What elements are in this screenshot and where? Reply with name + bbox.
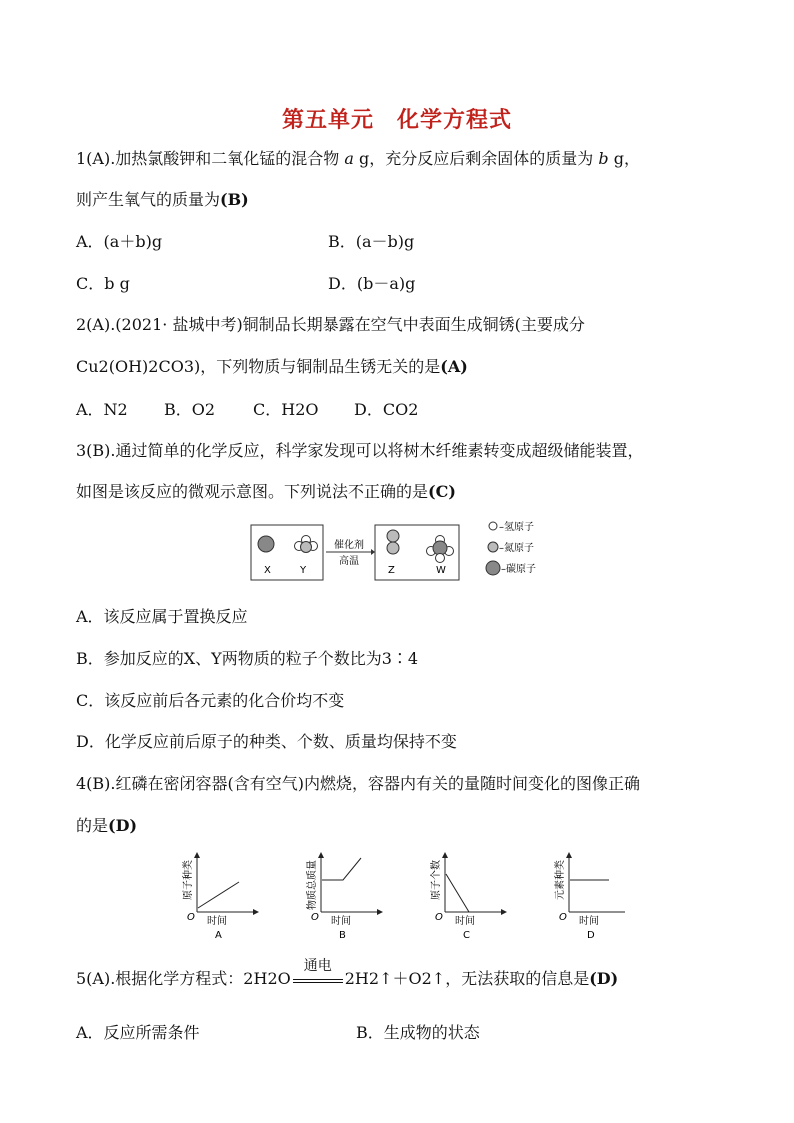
- q5-condition: 通电: [303, 957, 332, 974]
- graph-b-origin: O: [311, 912, 319, 923]
- graph-c-ylabel: 原子个数: [431, 860, 442, 900]
- legend-nitrogen: –氮原子: [499, 543, 534, 554]
- q3-option-d: D．化学反应前后原子的种类、个数、质量均保持不变: [76, 732, 457, 751]
- atom-carbon: [258, 536, 274, 552]
- legend-hydrogen: –氢原子: [499, 522, 534, 533]
- reaction-condition-arrow: [293, 957, 343, 991]
- q2-answer: (A): [440, 357, 468, 376]
- page-title: 第五单元 化学方程式: [281, 108, 512, 133]
- graph-a: [181, 852, 259, 941]
- q5-option-b: B．生成物的状态: [356, 1023, 480, 1042]
- reactant-box: [251, 525, 323, 580]
- q2-text-rest: ，下列物质与铜制品生锈无关的是: [200, 357, 441, 376]
- graphs-figure: [175, 850, 625, 942]
- graph-a-origin: O: [187, 912, 195, 923]
- graph-a-xlabel: 时间: [207, 916, 227, 927]
- graph-b: [305, 852, 383, 941]
- graph-d-letter: D: [587, 930, 595, 941]
- label-catalyst: 催化剂: [334, 540, 364, 551]
- atom-nitrogen: [387, 530, 399, 542]
- q3-option-c: C．该反应前后各元素的化合价均不变: [76, 691, 345, 710]
- q1-text-a: 1(A).加热氯酸钾和二氧化锰的混合物: [76, 149, 340, 168]
- q5-prefix: 5(A).根据化学方程式：2H2O: [76, 969, 291, 988]
- label-y: Y: [300, 565, 307, 576]
- q3-stem-line2: [76, 481, 456, 503]
- q1-text-line2: 则产生氧气的质量为: [76, 190, 221, 209]
- q1-text-b: g，充分反应后剩余固体的质量为: [353, 149, 594, 168]
- q2-option-a: A．N2: [76, 400, 128, 419]
- q1-stem-line2: [76, 189, 249, 211]
- q2-stem-line1: 2(A).(2021· 盐城中考)铜制品长期暴露在空气中表面生成铜锈(主要成分: [76, 315, 585, 334]
- q2-option-d: D．CO2: [354, 400, 419, 419]
- reaction-micro-diagram: [250, 518, 550, 582]
- graph-d: [553, 852, 625, 941]
- q1-option-a: A．(a＋b)g: [76, 232, 163, 251]
- q4-answer: (D): [108, 816, 138, 835]
- q5-option-a: A．反应所需条件: [76, 1023, 200, 1042]
- q1-var-a: a: [344, 149, 354, 168]
- q1-option-b: B．(a－b)g: [328, 232, 415, 251]
- q1-stem-line1: [76, 148, 640, 170]
- q1-var-b: b: [598, 149, 609, 168]
- legend-carbon-icon: [486, 561, 500, 575]
- graph-c-letter: C: [463, 930, 470, 941]
- atom-nitrogen: [387, 542, 399, 554]
- graph-b-letter: B: [339, 930, 346, 941]
- q3-answer: (C): [428, 482, 456, 501]
- q3-option-b: B．参加反应的X、Y两物质的粒子个数比为3∶4: [76, 649, 419, 668]
- graph-c: [429, 852, 507, 941]
- q3-option-a: A．该反应属于置换反应: [76, 607, 248, 626]
- q1-answer: (B): [220, 190, 249, 209]
- atom-hydrogen: [436, 554, 445, 563]
- q5-answer: (D): [589, 969, 619, 988]
- graph-d-xlabel: 时间: [579, 916, 599, 927]
- q1-option-d: D．(b－a)g: [328, 274, 416, 293]
- label-w: W: [436, 565, 446, 576]
- graph-d-ylabel: 元素种类: [555, 860, 566, 900]
- q2-option-c: C．H2O: [253, 400, 319, 419]
- arrow-head: [371, 549, 375, 555]
- graph-d-origin: O: [559, 912, 567, 923]
- q2-formula: Cu2(OH)2CO3): [76, 357, 201, 376]
- graph-b-xlabel: 时间: [331, 916, 351, 927]
- legend-carbon: –碳原子: [501, 564, 536, 575]
- q4-text-line2: 的是: [76, 816, 109, 835]
- q5-products: 2H2↑＋O2↑: [344, 969, 446, 988]
- q1-option-c: C．b g: [76, 274, 130, 293]
- label-condition: 高温: [339, 556, 359, 567]
- legend-nitrogen-icon: [488, 542, 498, 552]
- q4-stem-line1: 4(B).红磷在密闭容器(含有空气)内燃烧，容器内有关的量随时间变化的图像正确: [76, 774, 640, 793]
- graph-b-ylabel: 物质总质量: [307, 860, 318, 910]
- q1-text-c: g，: [608, 149, 640, 168]
- graph-a-ylabel: 原子种类: [183, 860, 194, 900]
- q5-suffix: ，无法获取的信息是: [445, 969, 590, 988]
- graph-c-origin: O: [435, 912, 443, 923]
- q2-option-b: B．O2: [164, 400, 216, 419]
- label-x: X: [264, 565, 271, 576]
- q3-stem-line1: 3(B).通过简单的化学反应，科学家发现可以将树木纤维素转变成超级储能装置，: [76, 441, 644, 460]
- q4-stem-line2: [76, 815, 137, 837]
- label-z: Z: [388, 565, 395, 576]
- atom-carbon: [433, 541, 447, 555]
- legend-hydrogen-icon: [489, 522, 497, 530]
- graph-c-xlabel: 时间: [455, 916, 475, 927]
- q5-stem: [76, 957, 619, 991]
- graph-a-letter: A: [215, 930, 222, 941]
- atom-nitrogen: [301, 542, 312, 553]
- q2-stem-line2: [76, 356, 468, 378]
- q3-text-line2: 如图是该反应的微观示意图。下列说法不正确的是: [76, 482, 429, 501]
